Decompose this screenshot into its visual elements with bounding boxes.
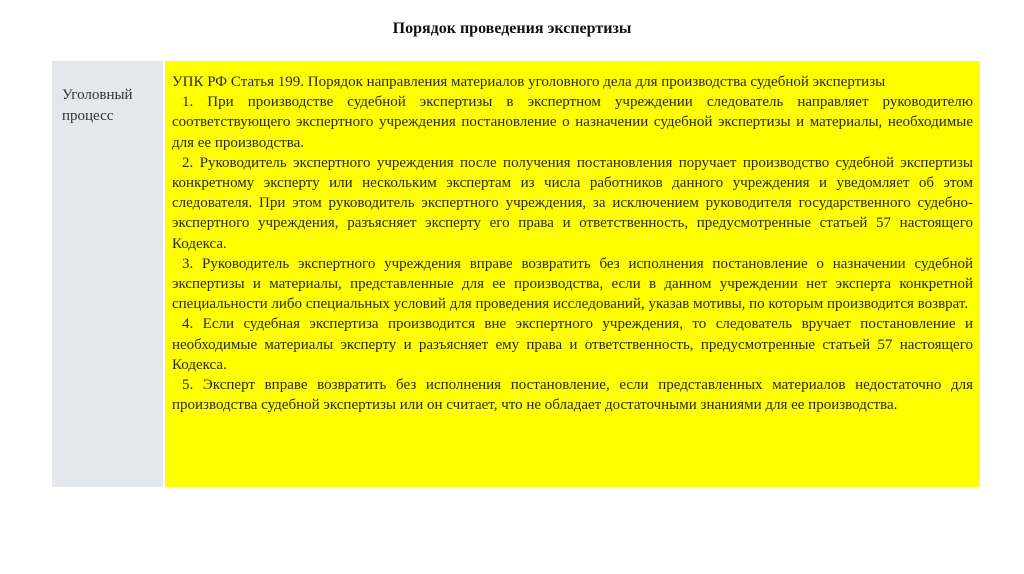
paragraph-4: 4. Если судебная экспертиза производится вне экспертного учреждения, то следователь вручает постановление и необходимые материалы эксперту и разъясняет ему права и ответственность, предусмотренные статьей 57 настоящего Кодекса. <box>172 316 973 373</box>
paragraph-3: 3. Руководитель экспертного учреждения вправе возвратить без исполнения постановление о назначении судебной экспертизы и материалы, представленные для ее производства, если в данном учреждении нет эксперта конкретной специальности либо специальных условий для проведения исследований, указав мотивы, по которым производится возврат. <box>172 255 973 313</box>
paragraph-2: 2. Руководитель экспертного учреждения после получения постановления поручает производство судебной экспертизы конкретному эксперту или нескольким экспертам из числа работников данного учреждения и уведомляет об этом следователя. При этом руководитель экспертного учреждения, за исключением руководителя государственного судебно-экспертного учреждения, разъясняет эксперту его права и ответственность, предусмотренные статьей 57 настоящего Кодекса. <box>172 154 973 252</box>
article-heading: УПК РФ Статья 199. Порядок направления материалов уголовного дела для производства судебной экспертизы <box>172 74 886 90</box>
category-cell: Уголовный процесс <box>52 61 165 487</box>
content-table <box>52 61 980 487</box>
page-title: Порядок проведения экспертизы <box>392 20 632 37</box>
law-text-cell <box>165 61 980 487</box>
paragraph-1: 1. При производстве судебной экспертизы в экспертном учреждении следователь направляет руководителю соответствующего экспертного учреждения постановление о назначении судебной экспертизы и материалы, необходимые для ее производства. <box>172 94 973 151</box>
paragraph-5: 5. Эксперт вправе возвратить без исполнения постановление, если представленных материалов недостаточно для производства судебной экспертизы или он считает, что не обладает достаточными знаниями для ее производства. <box>172 377 973 414</box>
